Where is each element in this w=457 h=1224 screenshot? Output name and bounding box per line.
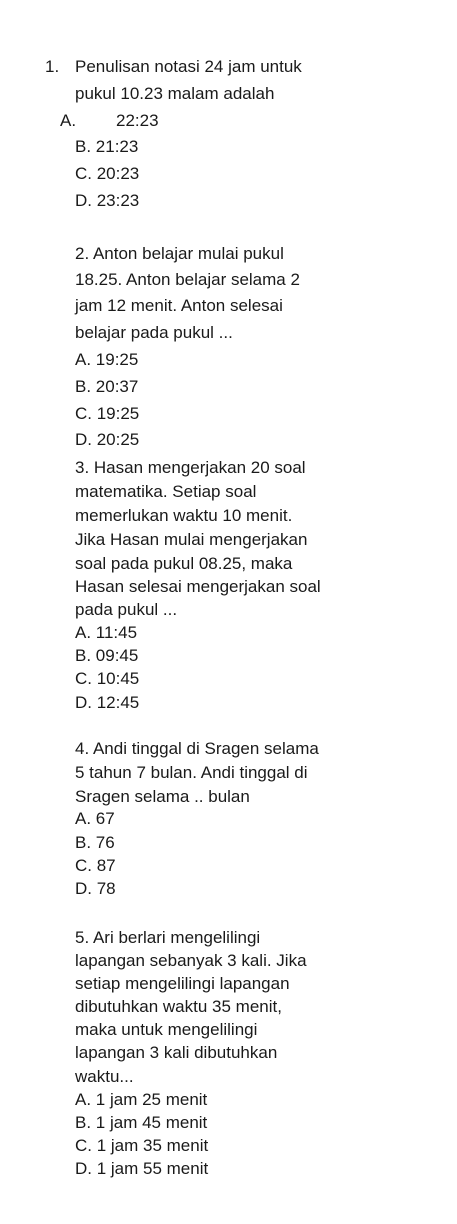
question-3-option-a: A. 11:45 bbox=[75, 623, 138, 642]
question-3-option-c: C. 10:45 bbox=[75, 669, 140, 688]
question-5-line-1: 5. Ari berlari mengelilingi bbox=[75, 928, 261, 947]
question-3-line-5: soal pada pukul 08.25, maka bbox=[75, 554, 293, 573]
question-2-line-4: belajar pada pukul ... bbox=[75, 323, 233, 342]
question-2-option-d: D. 20:25 bbox=[75, 430, 140, 449]
question-4-option-d: D. 78 bbox=[75, 879, 116, 898]
question-2-option-b: B. 20:37 bbox=[75, 377, 139, 396]
question-5-line-2: lapangan sebanyak 3 kali. Jika bbox=[75, 951, 307, 970]
question-2-line-3: jam 12 menit. Anton selesai bbox=[75, 296, 283, 315]
question-5-option-d: D. 1 jam 55 menit bbox=[75, 1159, 209, 1178]
question-4-line-1: 4. Andi tinggal di Sragen selama bbox=[75, 739, 319, 758]
question-2-line-1: 2. Anton belajar mulai pukul bbox=[75, 244, 284, 263]
question-2-option-a: A. 19:25 bbox=[75, 350, 139, 369]
question-4-option-c: C. 87 bbox=[75, 856, 116, 875]
question-3-option-b: B. 09:45 bbox=[75, 646, 139, 665]
question-1-line-2: pukul 10.23 malam adalah bbox=[75, 84, 275, 103]
question-1-number: 1. bbox=[45, 57, 60, 76]
question-5-line-6: lapangan 3 kali dibutuhkan bbox=[75, 1043, 278, 1062]
question-5-line-5: maka untuk mengelilingi bbox=[75, 1020, 258, 1039]
question-1-option-b: B. 21:23 bbox=[75, 137, 139, 156]
question-2-line-2: 18.25. Anton belajar selama 2 bbox=[75, 270, 300, 289]
question-5-option-a: A. 1 jam 25 menit bbox=[75, 1090, 208, 1109]
question-3-option-d: D. 12:45 bbox=[75, 693, 140, 712]
question-3-line-6: Hasan selesai mengerjakan soal bbox=[75, 577, 321, 596]
question-4-option-a: A. 67 bbox=[75, 809, 115, 828]
question-1-option-d: D. 23:23 bbox=[75, 191, 140, 210]
question-3-line-2: matematika. Setiap soal bbox=[75, 482, 257, 501]
question-5-line-3: setiap mengelilingi lapangan bbox=[75, 974, 290, 993]
question-5-line-4: dibutuhkan waktu 35 menit, bbox=[75, 997, 282, 1016]
question-5-line-7: waktu... bbox=[75, 1067, 134, 1086]
question-5-option-c: C. 1 jam 35 menit bbox=[75, 1136, 209, 1155]
question-3-line-4: Jika Hasan mulai mengerjakan bbox=[75, 530, 308, 549]
option-value: 22:23 bbox=[116, 111, 159, 130]
question-4-line-3: Sragen selama .. bulan bbox=[75, 787, 250, 806]
question-3-line-7: pada pukul ... bbox=[75, 600, 178, 619]
question-1-option-c: C. 20:23 bbox=[75, 164, 140, 183]
question-2-option-c: C. 19:25 bbox=[75, 404, 140, 423]
question-1-line-1: Penulisan notasi 24 jam untuk bbox=[75, 57, 302, 76]
question-4-option-b: B. 76 bbox=[75, 833, 115, 852]
question-4-line-2: 5 tahun 7 bulan. Andi tinggal di bbox=[75, 763, 308, 782]
question-3-line-1: 3. Hasan mengerjakan 20 soal bbox=[75, 458, 306, 477]
option-letter: A. bbox=[60, 111, 77, 130]
question-3-line-3: memerlukan waktu 10 menit. bbox=[75, 506, 293, 525]
question-5-option-b: B. 1 jam 45 menit bbox=[75, 1113, 208, 1132]
